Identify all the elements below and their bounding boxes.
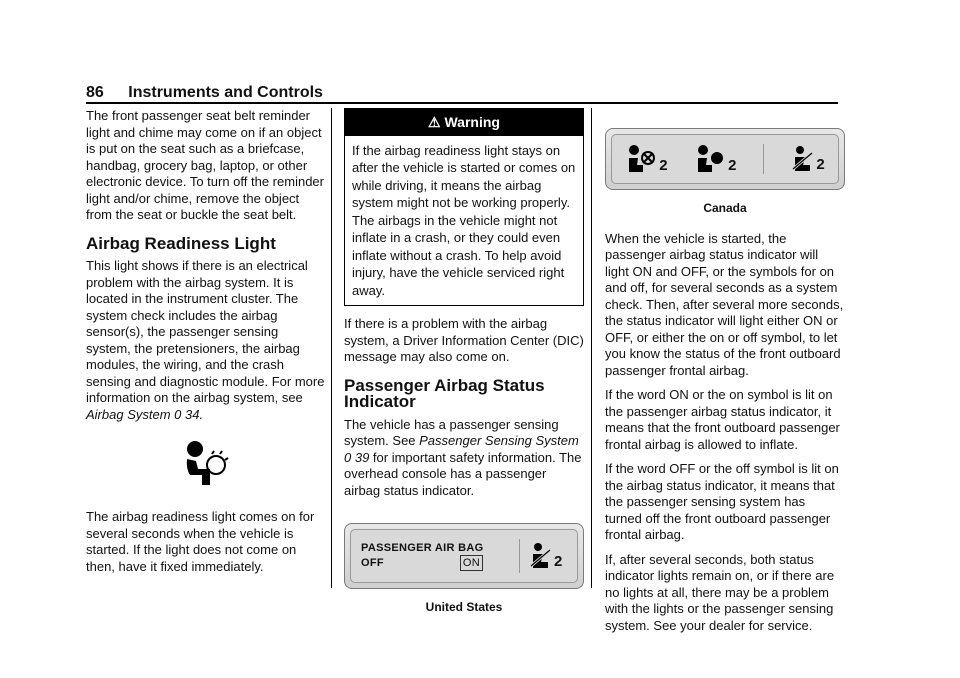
panel-separator — [763, 144, 764, 174]
canada-caption: Canada — [703, 201, 747, 215]
column-divider — [331, 108, 332, 588]
paragraph-text: for important safety information. The overhead console has a passenger airbag status indicator. — [344, 449, 582, 498]
seat-belt-reminder-paragraph: The front passenger seat belt reminder light and chime may come on if an object is put on the seat such as a briefcase, handbag, grocery bag, laptop, or other electronic device. To turn off the reminder light and/or chime, remove the object from the seat or buckle the seat belt. — [86, 108, 324, 222]
icon-digit: 2 — [816, 155, 825, 173]
column-divider — [591, 108, 592, 588]
airbag-readiness-icon — [86, 439, 326, 491]
airbag-readiness-heading: Airbag Readiness Light — [86, 233, 276, 253]
airbag-off-symbol-icon — [625, 144, 667, 174]
page-reference: 0 39 — [344, 449, 370, 465]
dic-message-paragraph: If there is a problem with the airbag system, a Driver Information Center (DIC) message may also come on. — [344, 316, 584, 364]
header-rule — [86, 102, 838, 104]
section-title: Instruments and Controls — [128, 84, 323, 101]
passenger-sensing-paragraph — [344, 417, 584, 500]
airbag-on-symbol-icon — [694, 144, 736, 174]
panel-off-label: OFF — [361, 557, 384, 569]
warning-header — [345, 109, 583, 136]
readiness-light-paragraph: The airbag readiness light comes on for several seconds when the vehicle is started. If the light does not come on then, have it fixed immediately. — [86, 509, 315, 574]
warning-text: If the airbag readiness light stays on after the vehicle is started or comes on while driving, it means the airbag system might not be working properly. The airbags in the vehicle might not inflate in a crash, or they could even inflate without a crash. To help avoid injury, have the vehicle serviced right away. — [352, 142, 576, 298]
column-3 — [605, 108, 845, 642]
passenger-sensing-link[interactable]: Passenger Sensing System — [419, 433, 579, 448]
column-1 — [86, 108, 326, 583]
paragraph-text: The vehicle has a passenger sensing system. See — [344, 416, 559, 448]
canada-indicator-panel — [605, 128, 845, 190]
page-reference: 0 34. — [174, 406, 204, 422]
paragraph-text: This light shows if there is an electrical problem with the airbag system. It is located in the instrument cluster. The system check includes the airbag sensor(s), the passenger sensing system, the pretensioners, the airbag modules, the wiring, and the crash sensing and diagnostic module. For more information on the airbag system, see — [86, 258, 325, 405]
column-2 — [344, 108, 584, 630]
seatbelt-person-icon — [528, 542, 562, 570]
airbag-system-link[interactable]: Airbag System — [86, 406, 171, 422]
off-symbol-paragraph: If the word OFF or the off symbol is lit on the airbag status indicator, it means that the passenger sensing system has turned off the front outboard passenger frontal airbag. — [605, 461, 839, 542]
panel-label — [351, 541, 511, 571]
page-number: 86 — [86, 84, 104, 101]
icon-digit: 2 — [659, 156, 668, 174]
panel-line-1: PASSENGER AIR BAG — [361, 542, 484, 554]
warning-title: Warning — [444, 114, 500, 130]
panel-separator — [519, 539, 520, 573]
system-check-paragraph: When the vehicle is started, the passenger airbag status indicator will light ON and OFF, or the symbols for on and off, for several seconds as a system check. Then, after several more seconds, the status indicator will light either ON or OFF, or either the on or off symbol, to let you know the status of the front outboard passenger frontal airbag. — [605, 230, 844, 378]
panel-on-label: ON — [460, 555, 483, 571]
us-indicator-panel — [344, 523, 584, 589]
problem-paragraph: If, after several seconds, both status indicator lights remain on, or if there are no lights at all, there may be a problem with the lights or the passenger sensing system. See your dealer for service. — [605, 551, 835, 633]
seatbelt-person-icon — [790, 145, 824, 173]
passenger-airbag-heading: Passenger Airbag Status Indicator — [344, 375, 545, 411]
us-caption: United States — [425, 600, 503, 614]
warning-triangle-icon: ⚠ — [428, 114, 441, 130]
page-header — [86, 84, 323, 102]
icon-digit: 2 — [554, 552, 563, 570]
warning-box — [344, 108, 584, 306]
airbag-readiness-paragraph — [86, 258, 326, 423]
icon-digit: 2 — [728, 156, 737, 174]
on-symbol-paragraph: If the word ON or the on symbol is lit on the passenger airbag status indicator, it means that the front outboard passenger frontal airbag is allowed to inflate. — [605, 387, 840, 452]
